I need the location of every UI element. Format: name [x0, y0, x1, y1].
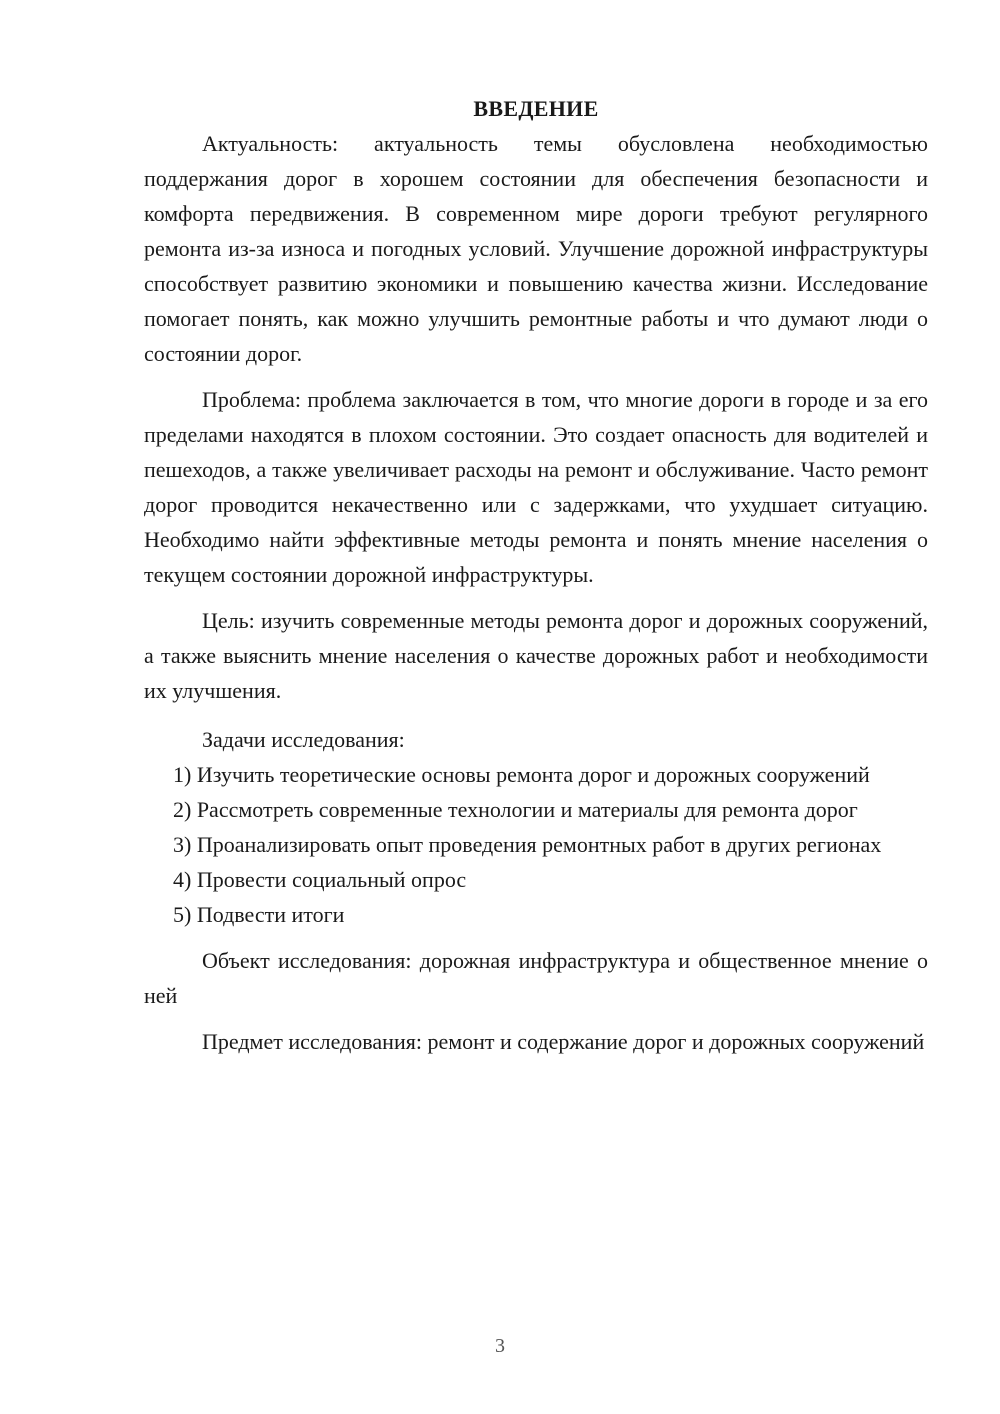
page-number: 3	[495, 1335, 505, 1357]
document-page	[144, 94, 928, 1059]
subject-paragraph: Предмет исследования: ремонт и содержание дорог и дорожных сооружений	[202, 1029, 925, 1054]
list-item: 2) Рассмотреть современные технологии и материалы для ремонта дорог	[173, 797, 858, 822]
list-item: 5) Подвести итоги	[173, 902, 345, 927]
page-title: ВВЕДЕНИЕ	[473, 96, 599, 121]
list-item: 3) Проанализировать опыт проведения ремонтных работ в других регионах	[173, 832, 882, 857]
tasks-intro: Задачи исследования:	[202, 727, 405, 752]
problem-paragraph: Проблема: проблема заключается в том, что многие дороги в городе и за его пределами находятся в плохом состоянии. Это создает опасность для водителей и пешеходов, а также увеличивает расходы на ремонт и обслуживание. Часто ремонт дорог проводится некачественно или с задержками, что ухудшает ситуацию. Необходимо найти эффективные методы ремонта и понять мнение населения о текущем состоянии дорожной инфраструктуры.	[144, 387, 928, 587]
list-item: 4) Провести социальный опрос	[173, 867, 467, 892]
goal-paragraph: Цель: изучить современные методы ремонта дорог и дорожных сооружений, а также выяснить мнение населения о качестве дорожных работ и необходимости их улучшения.	[144, 608, 928, 703]
list-item: 1) Изучить теоретические основы ремонта дорог и дорожных сооружений	[173, 762, 870, 787]
relevance-paragraph: Актуальность: актуальность темы обусловлена необходимостью поддержания дорог в хорошем состоянии для обеспечения безопасности и комфорта передвижения. В современном мире дороги требуют регулярного ремонта из-за износа и погодных условий. Улучшение дорожной инфраструктуры способствует развитию экономики и повышению качества жизни. Исследование помогает понять, как можно улучшить ремонтные работы и что думают люди о состоянии дорог.	[144, 131, 928, 366]
tasks-list	[144, 757, 928, 932]
object-paragraph: Объект исследования: дорожная инфраструктура и общественное мнение о ней	[144, 948, 928, 1008]
